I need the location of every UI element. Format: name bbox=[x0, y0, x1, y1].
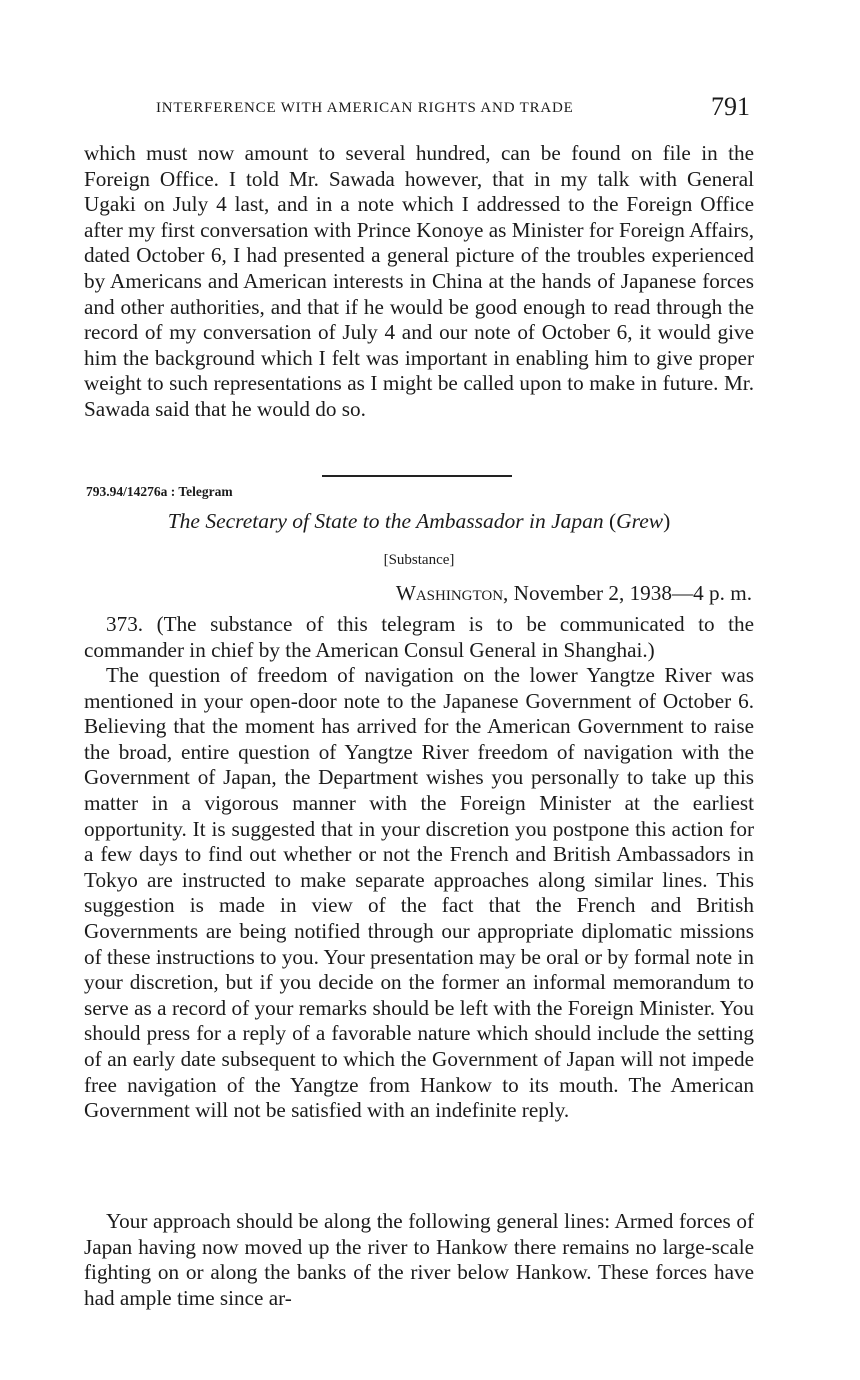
approach-paragraph: Your approach should be along the following general lines: Armed forces of Japan having now moved up the river to Hankow there remains no large-scale fighting on or along the banks of the river below Hankow. These forces have had ample time since ar- bbox=[84, 1209, 754, 1310]
dateline bbox=[396, 581, 752, 606]
document-title-text: The Secretary of State to the Ambassador in Japan bbox=[167, 509, 604, 533]
page-number: 791 bbox=[711, 92, 750, 121]
continuation-paragraph: which must now amount to several hundred, can be found on file in the Foreign Office. I told Mr. Sawada however, that in my talk with General Ugaki on July 4 last, and in a note which I addressed to the Foreign Office after my first conversation with Prince Konoye as Minister for Foreign Affairs, dated October 6, I had presented a general picture of the troubles experienced by Americans and American interests in China at the hands of Japanese forces and other authorities, and that if he would be good enough to read through the record of my conversation of July 4 and our note of October 6, it would give him the background which I felt was important in enabling him to give proper weight to such representations as I might be called upon to make in future. Mr. Sawada said that he would do so. bbox=[84, 141, 754, 421]
navigation-question-paragraph: The question of freedom of navigation on the lower Yangtze River was mentioned in your open-door note to the Japanese Government of October 6. Believing that the moment has arrived for the American Government to raise the broad, entire question of Yangtze River freedom of navigation with the Government of Japan, the Department wishes you personally to take up this matter in a vigorous manner with the Foreign Minister at the earliest opportunity. It is suggested that in your discretion you postpone this action for a few days to find out whether or not the French and British Ambassadors in Tokyo are instructed to make separate approaches along similar lines. This suggestion is made in view of the fact that the French and British Governments are being notified through our appropriate diplomatic missions of these instructions to you. Your presentation may be oral or by formal note in your discretion, but if you decide on the former an informal memorandum to serve as a record of your remarks should be left with the Foreign Minister. You should press for a reply of a favorable nature which should include the setting of an early date subsequent to which the Government of Japan will not impede free navigation of the Yangtze from Hankow to its mouth. The American Government will not be satisfied with an indefinite reply. bbox=[84, 663, 754, 1123]
running-head bbox=[150, 92, 750, 122]
ambassador-name: Grew bbox=[616, 509, 664, 533]
dateline-place: Washington, bbox=[395, 581, 509, 605]
section-divider bbox=[322, 475, 512, 477]
telegram-paragraph-373: 373. (The substance of this telegram is to be communicated to the commander in chief by the American Consul General in Shanghai.) bbox=[84, 612, 754, 662]
title-paren-open: ( bbox=[608, 509, 617, 533]
dateline-date: November 2, 1938—4 p. m. bbox=[513, 581, 752, 605]
document-title bbox=[84, 509, 754, 534]
substance-label: [Substance] bbox=[383, 552, 455, 568]
title-paren-close: ) bbox=[663, 509, 671, 533]
running-title: INTERFERENCE WITH AMERICAN RIGHTS AND TRADE bbox=[156, 100, 574, 116]
file-number: 793.94/14276a : Telegram bbox=[86, 484, 233, 499]
